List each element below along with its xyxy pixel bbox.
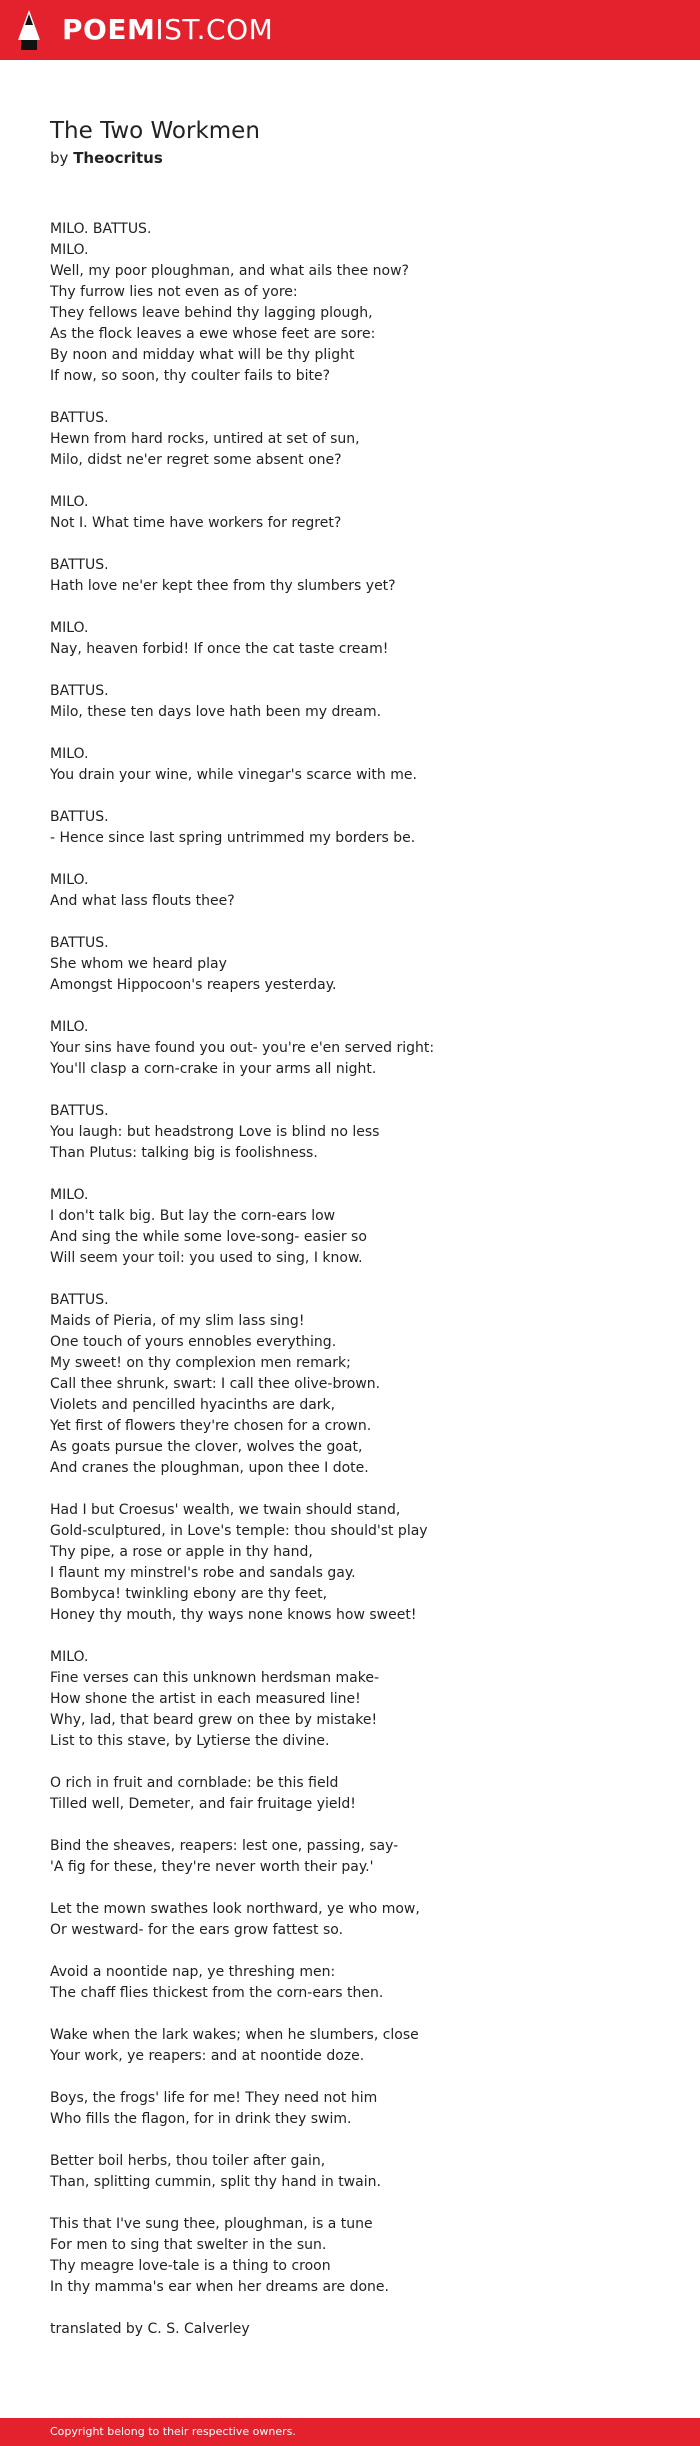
poem-line: BATTUS. [50, 1103, 109, 1119]
poem-line: The chaff flies thickest from the corn-ears then. [50, 1985, 384, 2001]
stanza-gap [50, 2298, 650, 2319]
poem-line: O rich in fruit and cornblade: be this field [50, 1775, 339, 1791]
stanza-gap [50, 1878, 650, 1899]
poem-line: One touch of yours ennobles everything. [50, 1334, 337, 1350]
poem-line: I don't talk big. But lay the corn-ears low [50, 1208, 336, 1224]
stanza-gap [50, 471, 650, 492]
poem-line: List to this stave, by Lytierse the divine. [50, 1733, 330, 1749]
logo-bold-text: POEM [62, 13, 156, 46]
pencil-icon[interactable] [16, 9, 42, 51]
poem-line: Who fills the flagon, for in drink they swim. [50, 2111, 352, 2127]
poem-line: Tilled well, Demeter, and fair fruitage yield! [50, 1796, 356, 1812]
poem-line: BATTUS. [50, 935, 109, 951]
poem-line: Better boil herbs, thou toiler after gain, [50, 2153, 326, 2169]
poem-line: MILO. [50, 1187, 89, 1203]
poem-line: Why, lad, that beard grew on thee by mistake! [50, 1712, 378, 1728]
poem-line: Had I but Croesus' wealth, we twain should stand, [50, 1502, 401, 1518]
stanza-gap [50, 2193, 650, 2214]
poem-byline [50, 147, 163, 169]
copyright-text: Copyright belong to their respective owners. [50, 2425, 296, 2438]
poem-line: Your work, ye reapers: and at noontide doze. [50, 2048, 365, 2064]
poem-line: As goats pursue the clover, wolves the goat, [50, 1439, 363, 1455]
poem-line: How shone the artist in each measured line! [50, 1691, 361, 1707]
poem-line: BATTUS. [50, 683, 109, 699]
stanza-gap [50, 1080, 650, 1101]
stanza-gap [50, 1941, 650, 1962]
poem-line: Fine verses can this unknown herdsman make- [50, 1670, 380, 1686]
poem-line: MILO. [50, 1019, 89, 1035]
poem-line: By noon and midday what will be thy plight [50, 347, 355, 363]
poem-line: Let the mown swathes look northward, ye who mow, [50, 1901, 420, 1917]
poem-line: As the flock leaves a ewe whose feet are sore: [50, 326, 376, 342]
poem-line: Gold-sculptured, in Love's temple: thou should'st play [50, 1523, 428, 1539]
stanza-gap [50, 1164, 650, 1185]
poem-line: Avoid a noontide nap, ye threshing men: [50, 1964, 336, 1980]
poem-line: Than Plutus: talking big is foolishness. [50, 1145, 318, 1161]
stanza-gap [50, 849, 650, 870]
poem-line: And cranes the ploughman, upon thee I dote. [50, 1460, 369, 1476]
poem-line: My sweet! on thy complexion men remark; [50, 1355, 351, 1371]
poem-line: Bind the sheaves, reapers: lest one, passing, say- [50, 1838, 399, 1854]
poem-author: Theocritus [73, 149, 163, 167]
poem-line: You laugh: but headstrong Love is blind no less [50, 1124, 380, 1140]
poem-body [50, 219, 650, 2340]
poem-line: Nay, heaven forbid! If once the cat taste cream! [50, 641, 389, 657]
poem-line: BATTUS. [50, 1292, 109, 1308]
poem-line: Hewn from hard rocks, untired at set of sun, [50, 431, 360, 447]
poem-line: Than, splitting cummin, split thy hand in twain. [50, 2174, 381, 2190]
poem-line: In thy mamma's ear when her dreams are done. [50, 2279, 389, 2295]
stanza-gap [50, 1626, 650, 1647]
poem-line: - Hence since last spring untrimmed my borders be. [50, 830, 416, 846]
stanza-gap [50, 723, 650, 744]
poem-line: Bombyca! twinkling ebony are thy feet, [50, 1586, 328, 1602]
poem-line: I flaunt my minstrel's robe and sandals gay. [50, 1565, 356, 1581]
poem-line: BATTUS. [50, 809, 109, 825]
stanza-gap [50, 660, 650, 681]
stanza-gap [50, 387, 650, 408]
stanza-gap [50, 1269, 650, 1290]
poem-line: BATTUS. [50, 557, 109, 573]
stanza-gap [50, 1815, 650, 1836]
poem-line: Amongst Hippocoon's reapers yesterday. [50, 977, 337, 993]
stanza-gap [50, 597, 650, 618]
by-label: by [50, 149, 69, 167]
poem-line: Boys, the frogs' life for me! They need not him [50, 2090, 378, 2106]
poem-line: Maids of Pieria, of my slim lass sing! [50, 1313, 305, 1329]
poem-line: You'll clasp a corn-crake in your arms all night. [50, 1061, 377, 1077]
stanza-gap [50, 2067, 650, 2088]
poem-line: Wake when the lark wakes; when he slumbers, close [50, 2027, 419, 2043]
poem-line: MILO. [50, 620, 89, 636]
poem-line: Yet first of flowers they're chosen for a crown. [50, 1418, 372, 1434]
poem-line: MILO. [50, 746, 89, 762]
logo-light-text: IST.COM [155, 13, 274, 46]
poem-line: Not I. What time have workers for regret? [50, 515, 342, 531]
poem-line: Milo, didst ne'er regret some absent one? [50, 452, 342, 468]
poem-line: MILO. BATTUS. [50, 221, 152, 237]
poem-line: Or westward- for the ears grow fattest so. [50, 1922, 344, 1938]
stanza-gap [50, 912, 650, 933]
poem-line: Thy pipe, a rose or apple in thy hand, [50, 1544, 313, 1560]
stanza-gap [50, 996, 650, 1017]
poem-line: translated by C. S. Calverley [50, 2321, 250, 2337]
poem-line: You drain your wine, while vinegar's scarce with me. [50, 767, 417, 783]
stanza-gap [50, 534, 650, 555]
poem-line: She whom we heard play [50, 956, 227, 972]
poem-line: Milo, these ten days love hath been my dream. [50, 704, 382, 720]
poem-line: Thy furrow lies not even as of yore: [50, 284, 298, 300]
poem-line: MILO. [50, 872, 89, 888]
stanza-gap [50, 786, 650, 807]
stanza-gap [50, 2130, 650, 2151]
poem-line: Violets and pencilled hyacinths are dark, [50, 1397, 336, 1413]
poem-line: They fellows leave behind thy lagging plough, [50, 305, 373, 321]
poem-line: And sing the while some love-song- easier so [50, 1229, 367, 1245]
poem-line: Hath love ne'er kept thee from thy slumbers yet? [50, 578, 396, 594]
poem-line: This that I've sung thee, ploughman, is a tune [50, 2216, 373, 2232]
poem-line: If now, so soon, thy coulter fails to bite? [50, 368, 331, 384]
poem-line: Honey thy mouth, thy ways none knows how sweet! [50, 1607, 417, 1623]
poem-line: 'A fig for these, they're never worth their pay.' [50, 1859, 374, 1875]
site-footer [0, 2418, 700, 2446]
site-header [0, 0, 700, 60]
poem-line: MILO. [50, 1649, 89, 1665]
site-logo[interactable] [62, 14, 273, 46]
poem-line: Call thee shrunk, swart: I call thee olive-brown. [50, 1376, 381, 1392]
poem-line: Thy meagre love-tale is a thing to croon [50, 2258, 331, 2274]
poem-line: And what lass flouts thee? [50, 893, 235, 909]
poem-line: Will seem your toil: you used to sing, I know. [50, 1250, 363, 1266]
stanza-gap [50, 2004, 650, 2025]
poem-line: MILO. [50, 242, 89, 258]
poem-title: The Two Workmen [50, 118, 260, 144]
stanza-gap [50, 1752, 650, 1773]
poem-line: BATTUS. [50, 410, 109, 426]
poem-line: For men to sing that swelter in the sun. [50, 2237, 327, 2253]
poem-line: MILO. [50, 494, 89, 510]
poem-line: Well, my poor ploughman, and what ails thee now? [50, 263, 409, 279]
poem-line: Your sins have found you out- you're e'en served right: [50, 1040, 435, 1056]
stanza-gap [50, 1479, 650, 1500]
